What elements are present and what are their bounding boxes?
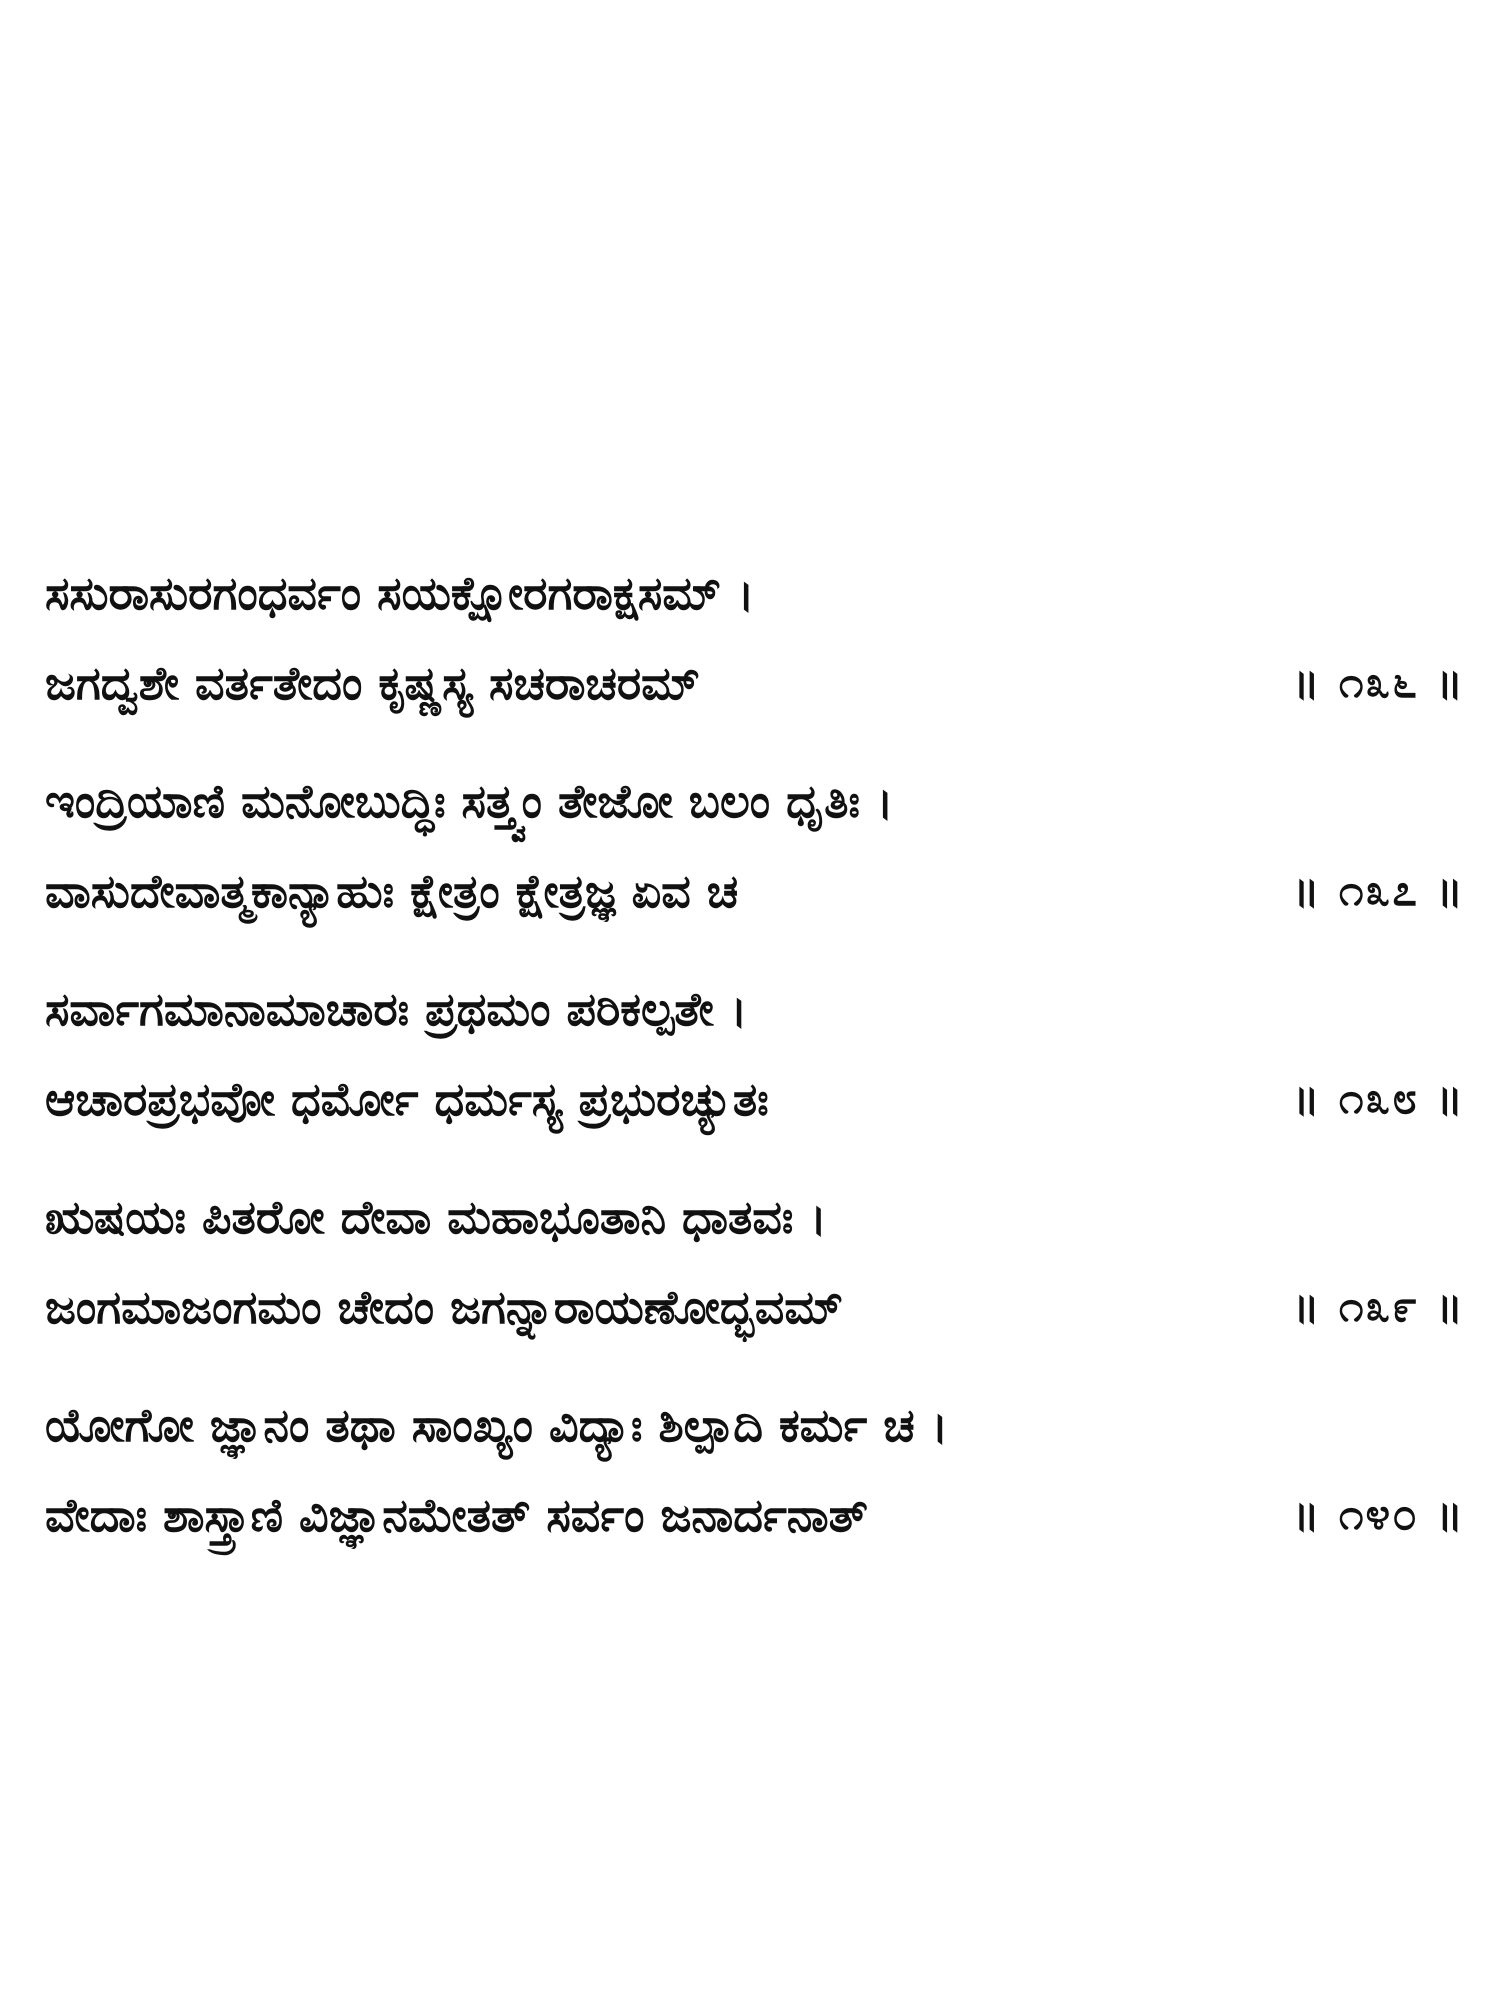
verse-138 [45,964,1465,1144]
verse-line-text: ವೇದಾಃ ಶಾಸ್ತ್ರಾಣಿ ವಿಜ್ಞಾನಮೇತತ್ ಸರ್ವಂ ಜನಾರ್ದನಾತ್ [45,1488,868,1542]
verse-line-text: ಇಂದ್ರಿಯಾಣಿ ಮನೋಬುದ್ಧಿಃ ಸತ್ತ್ವಂ ತೇಜೋ ಬಲಂ ಧೃತಿಃ । [45,774,894,828]
verse-number: ॥ ೧೩೮ ॥ [1292,1073,1465,1124]
verse-line [45,638,1465,728]
verse-line-text: ಆಚಾರಪ್ರಭವೋ ಧರ್ಮೋ ಧರ್ಮಸ್ಯ ಪ್ರಭುರಚ್ಯುತಃ [45,1072,769,1126]
verse-line [45,1262,1465,1352]
verse-line [45,1380,1465,1470]
verse-line-text: ಯೋಗೋ ಜ್ಞಾನಂ ತಥಾ ಸಾಂಖ್ಯಂ ವಿದ್ಯಾಃ ಶಿಲ್ಪಾದಿ ಕರ್ಮ ಚ । [45,1398,949,1452]
verse-number: ॥ ೧೩೯ ॥ [1292,1281,1465,1332]
verse-number: ॥ ೧೪೦ ॥ [1292,1489,1465,1540]
verse-line-text: ವಾಸುದೇವಾತ್ಮಕಾನ್ಯಾಹುಃ ಕ್ಷೇತ್ರಂ ಕ್ಷೇತ್ರಜ್ಞ ಏವ ಚ [45,864,739,918]
verse-137 [45,756,1465,936]
verse-140 [45,1380,1465,1560]
verse-line-text: ಜಗದ್ವಶೇ ವರ್ತತೇದಂ ಕೃಷ್ಣಸ್ಯ ಸಚರಾಚರಮ್ [45,656,700,710]
verse-number: ॥ ೧೩೭ ॥ [1292,865,1465,916]
verse-line-text: ಸರ್ವಾಗಮಾನಾಮಾಚಾರಃ ಪ್ರಥಮಂ ಪರಿಕಲ್ಪತೇ । [45,982,748,1036]
verse-line [45,1470,1465,1560]
verse-line-text: ಋಷಯಃ ಪಿತರೋ ದೇವಾ ಮಹಾಭೂತಾನಿ ಧಾತವಃ । [45,1190,827,1244]
verse-line [45,1172,1465,1262]
verses-block [45,548,1465,1588]
verse-line [45,964,1465,1054]
verse-line [45,756,1465,846]
verse-139 [45,1172,1465,1352]
verse-line [45,548,1465,638]
verse-line-text: ಜಂಗಮಾಜಂಗಮಂ ಚೇದಂ ಜಗನ್ನಾರಾಯಣೋದ್ಭವಮ್ [45,1280,843,1334]
verse-136 [45,548,1465,728]
verse-number: ॥ ೧೩೬ ॥ [1292,657,1465,708]
verse-line-text: ಸಸುರಾಸುರಗಂಧರ್ವಂ ಸಯಕ್ಷೋರಗರಾಕ್ಷಸಮ್ । [45,566,755,620]
verse-line [45,1054,1465,1144]
verse-line [45,846,1465,936]
